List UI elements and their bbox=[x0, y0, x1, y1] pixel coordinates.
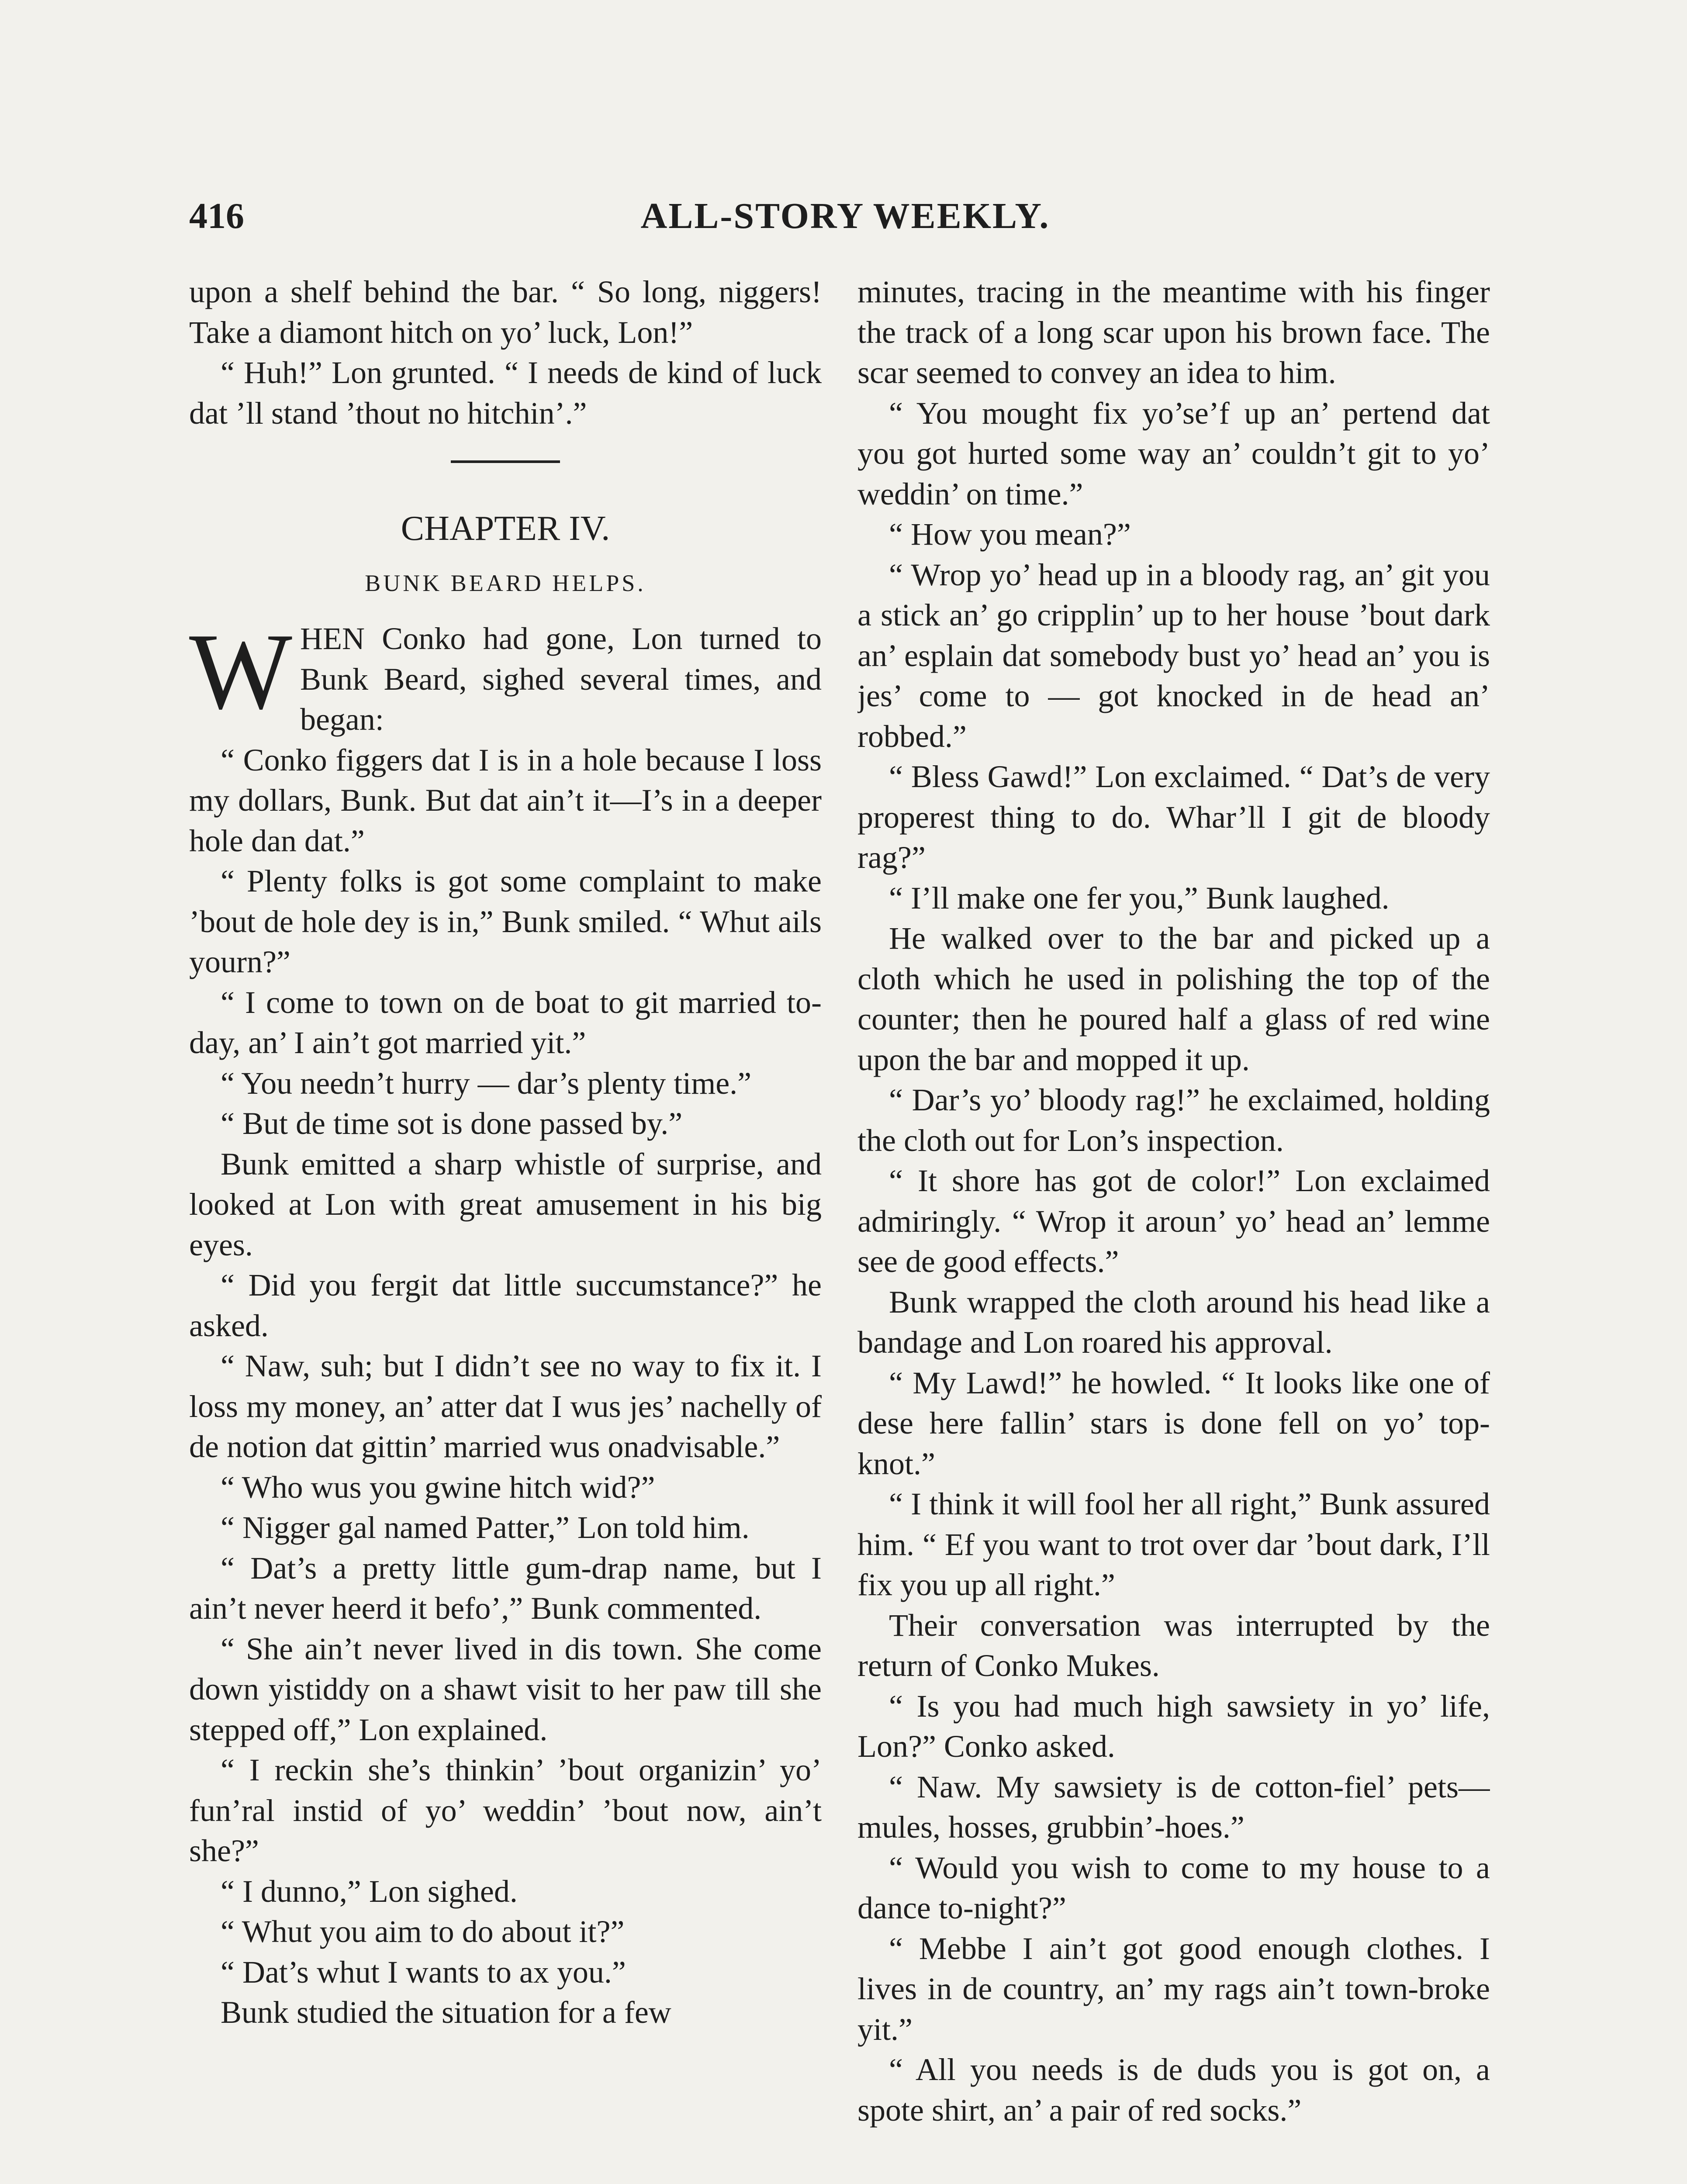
paragraph: Bunk wrapped the cloth around his head like a bandage and Lon roared his approval. bbox=[857, 1284, 1490, 1360]
paragraph: “ But de time sot is done passed by.” bbox=[221, 1106, 683, 1141]
paragraph: “ Dar’s yo’ bloody rag!” he exclaimed, holding the cloth out for Lon’s inspection. bbox=[857, 1082, 1490, 1158]
paragraph: Bunk emitted a sharp whistle of surprise, and looked at Lon with great amusement in his big eyes. bbox=[189, 1146, 822, 1262]
paragraph: “ You mought fix yo’se’f up an’ pertend dat you got hurted some way an’ couldn’t git to yo’ weddin’ on time.” bbox=[857, 395, 1490, 511]
right-column bbox=[857, 272, 1490, 2184]
paragraph: “ Who wus you gwine hitch wid?” bbox=[221, 1469, 655, 1505]
page-header bbox=[189, 192, 1501, 240]
paragraph: upon a shelf behind the bar. “ So long, niggers! Take a diamont hitch on yo’ luck, Lon!” bbox=[189, 274, 822, 350]
paragraph: “ Nigger gal named Patter,” Lon told him. bbox=[221, 1510, 750, 1545]
paragraph: “ Dat’s a pretty little gum-drap name, but I ain’t never heerd it befo’,” Bunk commented. bbox=[189, 1550, 822, 1626]
paragraph: He walked over to the bar and picked up a cloth which he used in polishing the top of the counter; then he poured half a glass of red wine upon the bar and mopped it up. bbox=[857, 921, 1490, 1077]
paragraph: “ Mebbe I ain’t got good enough clothes. I lives in de country, an’ my rags ain’t town-broke yit.” bbox=[857, 1931, 1490, 2047]
paragraph: “ Would you wish to come to my house to a dance to-night?” bbox=[857, 1850, 1490, 1925]
paragraph: “ I reckin she’s thinkin’ ’bout organizin’ yo’ fun’ral instid of yo’ weddin’ ’bout now, ain’t she?” bbox=[189, 1752, 822, 1868]
paragraph: “ I’ll make one fer you,” Bunk laughed. bbox=[889, 880, 1390, 916]
paragraph: “ How you mean?” bbox=[889, 517, 1131, 552]
paragraph: “ Is you had much high sawsiety in yo’ life, Lon?” Conko asked. bbox=[857, 1688, 1490, 1764]
paragraph: “ Wrop yo’ head up in a bloody rag, an’ git you a stick an’ go cripplin’ up to her house ’bout dark an’ esplain dat somebody bust yo’ head an’ you is jes’ come to — got knocked in de head an’ robbed.” bbox=[857, 557, 1490, 754]
paragraph: minutes, tracing in the meantime with his finger the track of a long scar upon his brown face. The scar seemed to convey an idea to him. bbox=[857, 274, 1490, 390]
opening-text: HEN Conko had gone, Lon turned to Bunk Beard, sighed several times, and began: bbox=[300, 621, 822, 737]
paragraph: “ She ain’t never lived in dis town. She come down yistiddy on a shawt visit to her paw till she stepped off,” Lon explained. bbox=[189, 1631, 822, 1747]
drop-cap: W bbox=[189, 611, 292, 732]
paragraph: “ I think it will fool her all right,” Bunk assured him. “ Ef you want to trot over dar ’bout dark, I’ll fix you up all right.” bbox=[857, 1486, 1490, 1602]
paragraph: “ I come to town on de boat to git married to-day, an’ I ain’t got married yit.” bbox=[189, 985, 822, 1060]
paragraph: “ Huh!” Lon grunted. “ I needs de kind of luck dat ’ll stand ’thout no hitchin’.” bbox=[189, 355, 822, 431]
paragraph: “ My Lawd!” he howled. “ It looks like one of dese here fallin’ stars is done fell on yo’ top-knot.” bbox=[857, 1365, 1490, 1481]
paragraph: “ Bless Gawd!” Lon exclaimed. “ Dat’s de very properest thing to do. Whar’ll I git de bloody rag?” bbox=[857, 759, 1490, 875]
running-title: ALL-STORY WEEKLY. bbox=[640, 196, 1050, 236]
page-number: 416 bbox=[189, 196, 244, 236]
paragraph: Bunk studied the situation for a few bbox=[221, 1995, 671, 2030]
paragraph: “ Did you fergit dat little succumstance?” he asked. bbox=[189, 1268, 822, 1343]
paragraph: “ Conko figgers dat I is in a hole because I loss my dollars, Bunk. But dat ain’t it—I’s in a deeper hole dan dat.” bbox=[189, 742, 822, 858]
opening-paragraph bbox=[189, 611, 822, 740]
chapter-subtitle: BUNK BEARD HELPS. bbox=[365, 570, 646, 596]
paragraph: “ Dat’s whut I wants to ax you.” bbox=[221, 1954, 626, 1990]
paragraph: Their conversation was interrupted by the return of Conko Mukes. bbox=[857, 1607, 1490, 1683]
left-column bbox=[189, 272, 822, 2184]
paragraph: “ Naw. My sawsiety is de cotton-fiel’ pets—mules, hosses, grubbin’-hoes.” bbox=[857, 1769, 1490, 1845]
section-divider bbox=[451, 460, 560, 463]
paragraph: “ Whut you aim to do about it?” bbox=[221, 1914, 625, 1949]
paragraph: “ It shore has got de color!” Lon exclaimed admiringly. “ Wrop it aroun’ yo’ head an’ lemme see de good effects.” bbox=[857, 1163, 1490, 1279]
chapter-title: CHAPTER IV. bbox=[401, 509, 610, 548]
paragraph: “ Naw, suh; but I didn’t see no way to fix it. I loss my money, an’ atter dat I wus jes’ nachelly of de notion dat gittin’ married wus onadvisable.” bbox=[189, 1348, 822, 1464]
paragraph: “ Plenty folks is got some complaint to make ’bout de hole dey is in,” Bunk smiled. “ Whut ails yourn?” bbox=[189, 864, 822, 979]
paragraph: “ I dunno,” Lon sighed. bbox=[221, 1873, 518, 1909]
paragraph: “ You needn’t hurry — dar’s plenty time.” bbox=[221, 1065, 752, 1101]
paragraph: “ All you needs is de duds you is got on, a spote shirt, an’ a pair of red socks.” bbox=[857, 2052, 1490, 2128]
